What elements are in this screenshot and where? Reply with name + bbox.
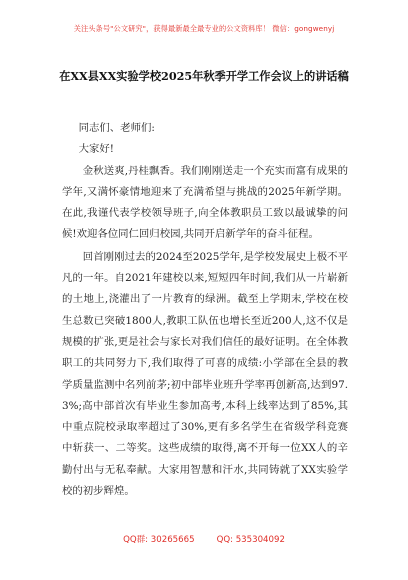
salutation: 同志们、老师们: [78,122,155,134]
footer-contact [0,533,408,545]
header-banner: 关注头条号"公文研究"，获得最新最全最专业的公文资料库！ 微信：gongwenyj [73,24,335,33]
footer-qq-group: QQ群: 30265665 [123,535,195,545]
paragraph-1: 金秋送爽,丹桂飘香。我们刚刚送走一个充实而富有成果的学年,又满怀豪情地迎来了充满希望与挑战的2025年新学期。在此,我谨代表学校领导班子,向全体教职员工致以最诚挚的问候!欢迎各位同仁回归校园,共同开启新学年的奋斗征程。 [62,164,348,241]
document-title: 在XX县XX实验学校2025年秋季开学工作会议上的讲话稿 [59,69,349,83]
footer-qq: QQ: 535304092 [216,535,285,545]
paragraph-2: 回首刚刚过去的2024至2025学年,是学校发展史上极不平凡的一年。自2021年建校以来,短短四年时间,我们从一片崭新的土地上,浇灌出了一片教育的绿洲。截至上学期末,学校在校生总数已突破1800人,教职工队伍也增长至近200人,这不仅是规模的扩张,更是社会与家长对我们信任的最好证明。在全体教职工的共同努力下,我们取得了可喜的成绩:小学部在全县的教学质量监测中名列前茅;初中部毕业班升学率再创新高,达到97.3%;高中部首次有毕业生参加高考,本科上线率达到了85%,其中重点院校录取率超过了30%,更有多名学生在省级学科竞赛中斩获一、二等奖。这些成绩的取得,离不开每一位XX人的辛勤付出与无私奉献。大家用智慧和汗水,共同铸就了XX实验学校的初步辉煌。 [62,250,348,498]
document-body [62,118,348,502]
greeting: 大家好! [78,143,114,156]
